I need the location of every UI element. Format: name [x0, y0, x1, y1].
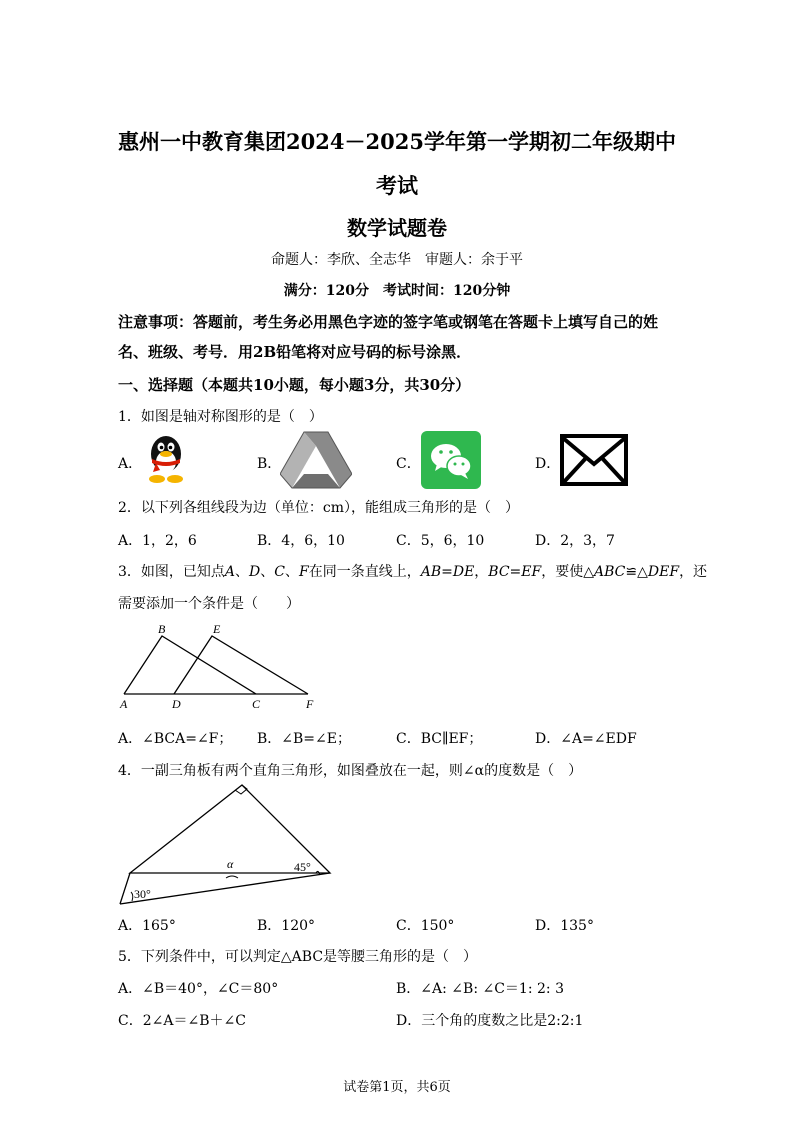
label-b: B: [158, 622, 166, 636]
q1-stem: 1．如图是轴对称图形的是（ ）: [118, 409, 323, 425]
q2-option-a: A．1，2，6: [118, 533, 197, 549]
section-heading: 一、选择题（本题共10小题，每小题3分，共30分）: [118, 376, 471, 394]
angle-45-label: 45°: [294, 860, 311, 874]
q4-set-square-figure: [112, 780, 338, 910]
q5-stem: 5．下列条件中，可以判定△ABC是等腰三角形的是（ ）: [118, 949, 478, 965]
q1-label-b: B．: [257, 456, 282, 472]
q3-option-b: B．∠B=∠E；: [257, 731, 351, 747]
q5-option-d: D．三个角的度数之比是2:2:1: [396, 1013, 584, 1029]
qq-penguin-icon: [142, 432, 190, 484]
label-a: A: [120, 697, 128, 711]
q4-option-c: C．150°: [396, 918, 455, 934]
q3-triangle-figure: [112, 620, 332, 712]
q5-option-b: B．∠A: ∠B: ∠C＝1: 2: 3: [396, 981, 564, 997]
label-f: F: [306, 697, 314, 711]
label-d: D: [172, 697, 181, 711]
q1-label-a: A．: [118, 456, 143, 472]
q4-option-b: B．120°: [257, 918, 316, 934]
q2-option-c: C．5，6，10: [396, 533, 485, 549]
q3-option-d: D．∠A=∠EDF: [535, 731, 637, 747]
q2-option-d: D．2，3，7: [535, 533, 615, 549]
wechat-icon: [421, 431, 481, 489]
exam-title-line2: 考试: [376, 173, 418, 198]
q2-stem: 2．以下列各组线段为边（单位：cm），能组成三角形的是（ ）: [118, 500, 520, 516]
q3-option-c: C．BC∥EF；: [396, 731, 483, 747]
exam-title-line1: 惠州一中教育集团2024－2025学年第一学期初二年级期中: [118, 129, 676, 154]
drive-triangle-icon: [280, 430, 352, 490]
q2-option-b: B．4，6，10: [257, 533, 345, 549]
q5-option-a: A．∠B＝40°，∠C＝80°: [118, 981, 279, 997]
q4-option-a: A．165°: [118, 918, 176, 934]
envelope-icon: [560, 434, 628, 486]
exam-authors: 命题人：李欣、全志华 审题人：余于平: [271, 252, 523, 268]
label-c: C: [252, 697, 261, 711]
exam-notice: 注意事项：答题前，考生务必用黑色字迹的签字笔或钢笔在答题卡上填写自己的姓名、班级、考号．用2B铅笔将对应号码的标号涂黑．: [118, 313, 659, 361]
q4-stem: 4．一副三角板有两个直角三角形，如图叠放在一起，则∠α的度数是（ ）: [118, 763, 583, 779]
alpha-label: α: [227, 857, 234, 871]
exam-score-info: 满分：120分 考试时间：120分钟: [283, 283, 511, 299]
q1-label-c: C．: [396, 456, 421, 472]
q1-label-d: D．: [535, 456, 561, 472]
angle-30-label: 30°: [134, 887, 151, 901]
label-e: E: [213, 622, 221, 636]
q3-option-a: A．∠BCA=∠F；: [118, 731, 233, 747]
q3-stem-line2: 需要添加一个条件是（ ）: [118, 596, 300, 612]
exam-subtitle: 数学试题卷: [347, 216, 447, 240]
q4-option-d: D．135°: [535, 918, 594, 934]
q3-stem-line1: 3．如图，已知点A、D、C、F在同一条直线上，AB=DE，BC=EF，要使△ABC≌△DEF，还: [118, 564, 708, 580]
q5-option-c: C．2∠A＝∠B＋∠C: [118, 1013, 246, 1029]
page-footer: 试卷第1页，共6页: [343, 1080, 451, 1095]
